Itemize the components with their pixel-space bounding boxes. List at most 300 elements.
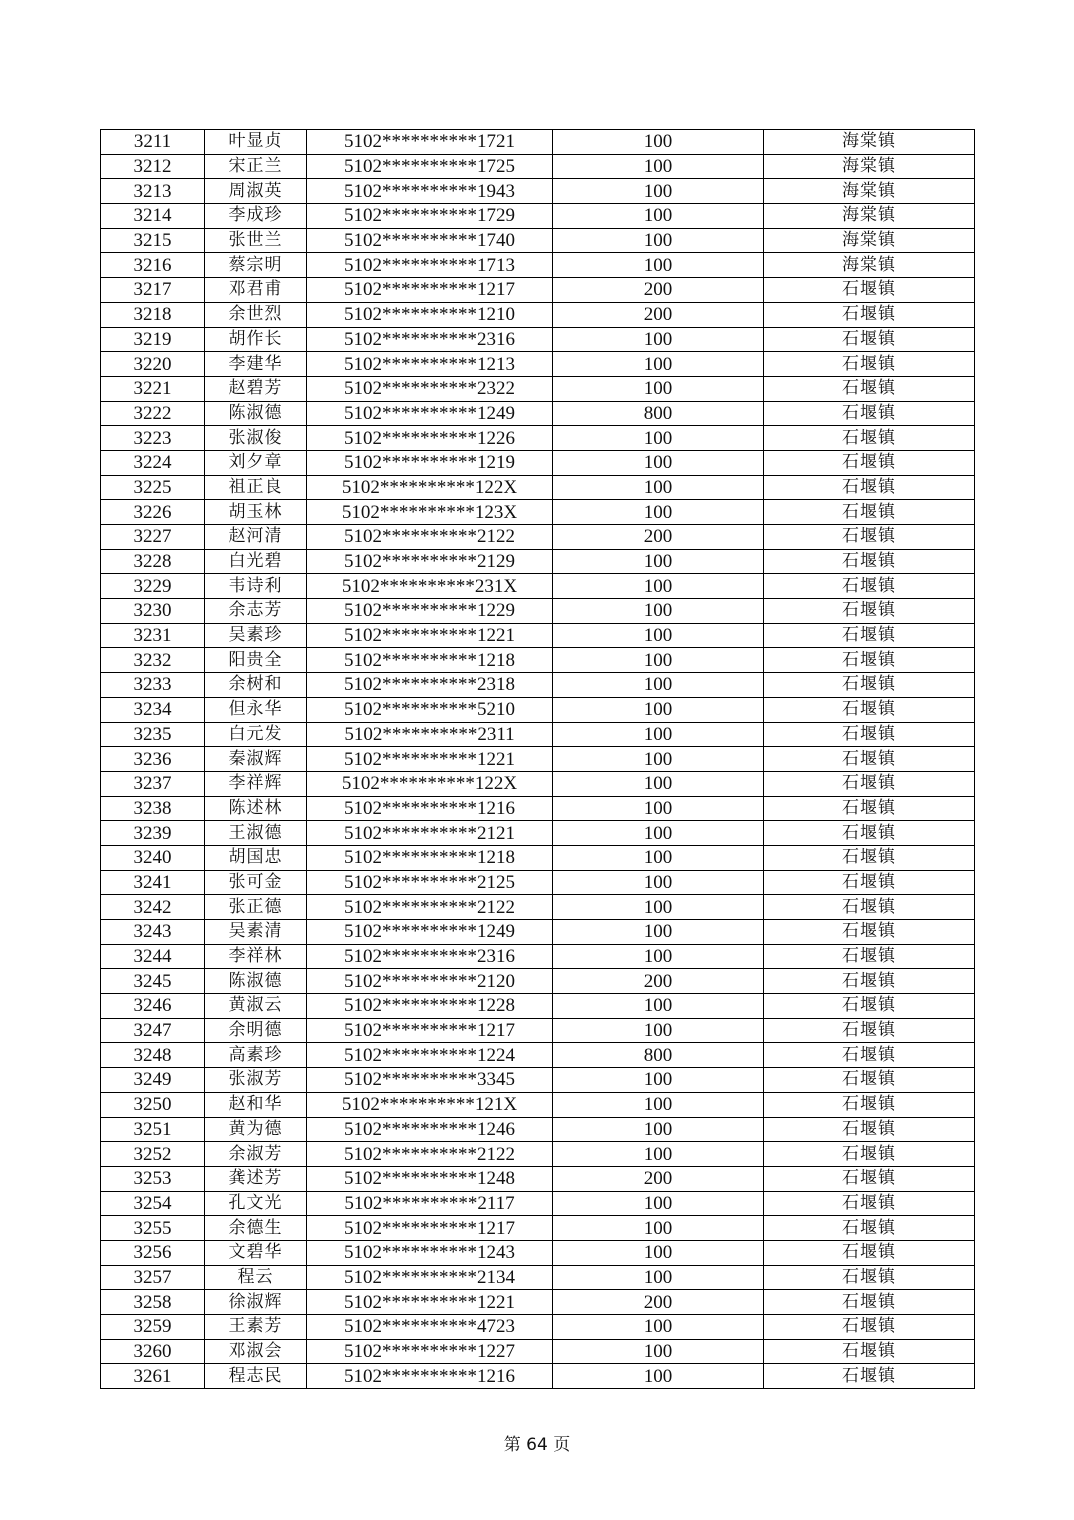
town-cell: 石堰镇 (764, 1166, 975, 1191)
amount-cell: 100 (553, 845, 764, 870)
table-row (101, 302, 975, 327)
town-cell: 石堰镇 (764, 771, 975, 796)
id-number-cell: 5102**********2316 (307, 327, 553, 352)
table-row (101, 1339, 975, 1364)
id-number-cell: 5102**********1213 (307, 352, 553, 377)
table-row (101, 1092, 975, 1117)
id-number-cell: 5102**********2311 (307, 722, 553, 747)
town-cell: 石堰镇 (764, 475, 975, 500)
table-row (101, 1265, 975, 1290)
town-cell: 石堰镇 (764, 1216, 975, 1241)
seq-cell: 3255 (101, 1216, 205, 1241)
seq-cell: 3254 (101, 1191, 205, 1216)
seq-cell: 3243 (101, 920, 205, 945)
seq-cell: 3261 (101, 1364, 205, 1389)
table-row (101, 1216, 975, 1241)
name-cell: 秦淑辉 (205, 747, 307, 772)
amount-cell: 100 (553, 500, 764, 525)
table-row (101, 722, 975, 747)
table-row (101, 549, 975, 574)
table-row (101, 1142, 975, 1167)
town-cell: 石堰镇 (764, 673, 975, 698)
id-number-cell: 5102**********1228 (307, 994, 553, 1019)
amount-cell: 200 (553, 302, 764, 327)
table-row (101, 1290, 975, 1315)
table-row (101, 796, 975, 821)
town-cell: 石堰镇 (764, 426, 975, 451)
name-cell: 文碧华 (205, 1240, 307, 1265)
name-cell: 高素珍 (205, 1043, 307, 1068)
id-number-cell: 5102**********1229 (307, 599, 553, 624)
amount-cell: 100 (553, 1265, 764, 1290)
table-row (101, 673, 975, 698)
amount-cell: 100 (553, 376, 764, 401)
id-number-cell: 5102**********1725 (307, 154, 553, 179)
seq-cell: 3251 (101, 1117, 205, 1142)
town-cell: 石堰镇 (764, 1018, 975, 1043)
amount-cell: 100 (553, 1240, 764, 1265)
name-cell: 宋正兰 (205, 154, 307, 179)
town-cell: 石堰镇 (764, 278, 975, 303)
name-cell: 叶显贞 (205, 130, 307, 155)
amount-cell: 100 (553, 1142, 764, 1167)
town-cell: 石堰镇 (764, 1142, 975, 1167)
table-row (101, 1068, 975, 1093)
amount-cell: 200 (553, 1290, 764, 1315)
seq-cell: 3238 (101, 796, 205, 821)
town-cell: 石堰镇 (764, 895, 975, 920)
town-cell: 石堰镇 (764, 327, 975, 352)
seq-cell: 3232 (101, 648, 205, 673)
table-row (101, 599, 975, 624)
seq-cell: 3234 (101, 697, 205, 722)
town-cell: 石堰镇 (764, 920, 975, 945)
id-number-cell: 5102**********5210 (307, 697, 553, 722)
id-number-cell: 5102**********2125 (307, 870, 553, 895)
seq-cell: 3244 (101, 944, 205, 969)
town-cell: 石堰镇 (764, 1117, 975, 1142)
town-cell: 石堰镇 (764, 1068, 975, 1093)
seq-cell: 3221 (101, 376, 205, 401)
name-cell: 白光碧 (205, 549, 307, 574)
table-row (101, 376, 975, 401)
amount-cell: 200 (553, 1166, 764, 1191)
table-row (101, 525, 975, 550)
town-cell: 石堰镇 (764, 599, 975, 624)
amount-cell: 200 (553, 969, 764, 994)
id-number-cell: 5102**********1243 (307, 1240, 553, 1265)
town-cell: 石堰镇 (764, 525, 975, 550)
name-cell: 王素芳 (205, 1315, 307, 1340)
id-number-cell: 5102**********2316 (307, 944, 553, 969)
seq-cell: 3237 (101, 771, 205, 796)
table-row (101, 845, 975, 870)
name-cell: 韦诗利 (205, 574, 307, 599)
amount-cell: 100 (553, 599, 764, 624)
amount-cell: 100 (553, 1092, 764, 1117)
name-cell: 但永华 (205, 697, 307, 722)
name-cell: 程志民 (205, 1364, 307, 1389)
name-cell: 阳贵全 (205, 648, 307, 673)
town-cell: 石堰镇 (764, 401, 975, 426)
amount-cell: 100 (553, 1339, 764, 1364)
seq-cell: 3231 (101, 623, 205, 648)
id-number-cell: 5102**********121X (307, 1092, 553, 1117)
name-cell: 陈淑德 (205, 969, 307, 994)
table-row (101, 574, 975, 599)
name-cell: 陈淑德 (205, 401, 307, 426)
name-cell: 徐淑辉 (205, 1290, 307, 1315)
town-cell: 石堰镇 (764, 1265, 975, 1290)
table-row (101, 1315, 975, 1340)
seq-cell: 3230 (101, 599, 205, 624)
id-number-cell: 5102**********2318 (307, 673, 553, 698)
name-cell: 余淑芳 (205, 1142, 307, 1167)
id-number-cell: 5102**********1217 (307, 1018, 553, 1043)
name-cell: 余德生 (205, 1216, 307, 1241)
table-row (101, 1166, 975, 1191)
id-number-cell: 5102**********2117 (307, 1191, 553, 1216)
amount-cell: 200 (553, 525, 764, 550)
table-body (101, 130, 975, 1389)
amount-cell: 100 (553, 920, 764, 945)
seq-cell: 3219 (101, 327, 205, 352)
table-row (101, 1043, 975, 1068)
id-number-cell: 5102**********3345 (307, 1068, 553, 1093)
amount-cell: 100 (553, 673, 764, 698)
table-row (101, 870, 975, 895)
amount-cell: 100 (553, 204, 764, 229)
amount-cell: 100 (553, 821, 764, 846)
id-number-cell: 5102**********1249 (307, 401, 553, 426)
id-number-cell: 5102**********2120 (307, 969, 553, 994)
seq-cell: 3220 (101, 352, 205, 377)
amount-cell: 100 (553, 623, 764, 648)
table-row (101, 994, 975, 1019)
town-cell: 石堰镇 (764, 796, 975, 821)
name-cell: 余志芳 (205, 599, 307, 624)
id-number-cell: 5102**********2129 (307, 549, 553, 574)
seq-cell: 3257 (101, 1265, 205, 1290)
id-number-cell: 5102**********1248 (307, 1166, 553, 1191)
name-cell: 余树和 (205, 673, 307, 698)
seq-cell: 3218 (101, 302, 205, 327)
id-number-cell: 5102**********1249 (307, 920, 553, 945)
name-cell: 李祥林 (205, 944, 307, 969)
seq-cell: 3249 (101, 1068, 205, 1093)
town-cell: 海棠镇 (764, 204, 975, 229)
id-number-cell: 5102**********1218 (307, 845, 553, 870)
seq-cell: 3247 (101, 1018, 205, 1043)
seq-cell: 3225 (101, 475, 205, 500)
town-cell: 石堰镇 (764, 352, 975, 377)
amount-cell: 200 (553, 278, 764, 303)
seq-cell: 3211 (101, 130, 205, 155)
table-row (101, 648, 975, 673)
amount-cell: 100 (553, 796, 764, 821)
amount-cell: 100 (553, 747, 764, 772)
name-cell: 张淑俊 (205, 426, 307, 451)
id-number-cell: 5102**********122X (307, 475, 553, 500)
name-cell: 余世烈 (205, 302, 307, 327)
id-number-cell: 5102**********1227 (307, 1339, 553, 1364)
table-row (101, 253, 975, 278)
seq-cell: 3258 (101, 1290, 205, 1315)
name-cell: 白元发 (205, 722, 307, 747)
name-cell: 李祥辉 (205, 771, 307, 796)
seq-cell: 3246 (101, 994, 205, 1019)
id-number-cell: 5102**********1216 (307, 796, 553, 821)
table-row (101, 747, 975, 772)
id-number-cell: 5102**********2122 (307, 1142, 553, 1167)
amount-cell: 100 (553, 697, 764, 722)
town-cell: 石堰镇 (764, 1240, 975, 1265)
table-row (101, 352, 975, 377)
name-cell: 程云 (205, 1265, 307, 1290)
town-cell: 石堰镇 (764, 821, 975, 846)
name-cell: 张淑芳 (205, 1068, 307, 1093)
table-row (101, 475, 975, 500)
seq-cell: 3260 (101, 1339, 205, 1364)
town-cell: 石堰镇 (764, 376, 975, 401)
town-cell: 石堰镇 (764, 1043, 975, 1068)
table-row (101, 1191, 975, 1216)
town-cell: 海棠镇 (764, 130, 975, 155)
name-cell: 胡国忠 (205, 845, 307, 870)
table-row (101, 1018, 975, 1043)
name-cell: 胡玉林 (205, 500, 307, 525)
table-row (101, 821, 975, 846)
amount-cell: 100 (553, 253, 764, 278)
id-number-cell: 5102**********2121 (307, 821, 553, 846)
town-cell: 海棠镇 (764, 179, 975, 204)
amount-cell: 100 (553, 426, 764, 451)
table-row (101, 179, 975, 204)
seq-cell: 3250 (101, 1092, 205, 1117)
id-number-cell: 5102**********2134 (307, 1265, 553, 1290)
amount-cell: 100 (553, 870, 764, 895)
table-row (101, 401, 975, 426)
town-cell: 石堰镇 (764, 302, 975, 327)
amount-cell: 100 (553, 549, 764, 574)
id-number-cell: 5102**********1226 (307, 426, 553, 451)
town-cell: 海棠镇 (764, 253, 975, 278)
amount-cell: 100 (553, 154, 764, 179)
seq-cell: 3235 (101, 722, 205, 747)
seq-cell: 3253 (101, 1166, 205, 1191)
id-number-cell: 5102**********1943 (307, 179, 553, 204)
id-number-cell: 5102**********1224 (307, 1043, 553, 1068)
seq-cell: 3245 (101, 969, 205, 994)
amount-cell: 100 (553, 352, 764, 377)
amount-cell: 100 (553, 475, 764, 500)
seq-cell: 3215 (101, 228, 205, 253)
name-cell: 吴素珍 (205, 623, 307, 648)
town-cell: 石堰镇 (764, 1290, 975, 1315)
id-number-cell: 5102**********1721 (307, 130, 553, 155)
id-number-cell: 5102**********1246 (307, 1117, 553, 1142)
table-row (101, 771, 975, 796)
seq-cell: 3213 (101, 179, 205, 204)
town-cell: 石堰镇 (764, 1191, 975, 1216)
seq-cell: 3223 (101, 426, 205, 451)
town-cell: 石堰镇 (764, 697, 975, 722)
seq-cell: 3227 (101, 525, 205, 550)
amount-cell: 100 (553, 228, 764, 253)
amount-cell: 100 (553, 895, 764, 920)
name-cell: 李成珍 (205, 204, 307, 229)
amount-cell: 100 (553, 1018, 764, 1043)
seq-cell: 3252 (101, 1142, 205, 1167)
id-number-cell: 5102**********1221 (307, 747, 553, 772)
town-cell: 石堰镇 (764, 450, 975, 475)
seq-cell: 3233 (101, 673, 205, 698)
name-cell: 刘夕章 (205, 450, 307, 475)
id-number-cell: 5102**********4723 (307, 1315, 553, 1340)
seq-cell: 3216 (101, 253, 205, 278)
name-cell: 祖正良 (205, 475, 307, 500)
town-cell: 石堰镇 (764, 1092, 975, 1117)
town-cell: 石堰镇 (764, 870, 975, 895)
amount-cell: 800 (553, 1043, 764, 1068)
seq-cell: 3228 (101, 549, 205, 574)
name-cell: 周淑英 (205, 179, 307, 204)
seq-cell: 3236 (101, 747, 205, 772)
table-row (101, 1117, 975, 1142)
id-number-cell: 5102**********2322 (307, 376, 553, 401)
amount-cell: 100 (553, 1364, 764, 1389)
name-cell: 赵碧芳 (205, 376, 307, 401)
table-row (101, 278, 975, 303)
table-row (101, 228, 975, 253)
town-cell: 石堰镇 (764, 500, 975, 525)
amount-cell: 100 (553, 1216, 764, 1241)
town-cell: 石堰镇 (764, 574, 975, 599)
amount-cell: 100 (553, 327, 764, 352)
seq-cell: 3240 (101, 845, 205, 870)
name-cell: 黄为德 (205, 1117, 307, 1142)
table-row (101, 154, 975, 179)
town-cell: 石堰镇 (764, 994, 975, 1019)
name-cell: 邓淑会 (205, 1339, 307, 1364)
id-number-cell: 5102**********1216 (307, 1364, 553, 1389)
seq-cell: 3248 (101, 1043, 205, 1068)
amount-cell: 100 (553, 450, 764, 475)
data-table (100, 129, 975, 1389)
amount-cell: 100 (553, 771, 764, 796)
name-cell: 王淑德 (205, 821, 307, 846)
town-cell: 海棠镇 (764, 228, 975, 253)
id-number-cell: 5102**********2122 (307, 525, 553, 550)
table-row (101, 920, 975, 945)
id-number-cell: 5102**********123X (307, 500, 553, 525)
seq-cell: 3256 (101, 1240, 205, 1265)
id-number-cell: 5102**********231X (307, 574, 553, 599)
id-number-cell: 5102**********2122 (307, 895, 553, 920)
id-number-cell: 5102**********1740 (307, 228, 553, 253)
name-cell: 吴素清 (205, 920, 307, 945)
table-row (101, 426, 975, 451)
amount-cell: 100 (553, 130, 764, 155)
amount-cell: 100 (553, 1068, 764, 1093)
id-number-cell: 5102**********1713 (307, 253, 553, 278)
table-row (101, 697, 975, 722)
name-cell: 张世兰 (205, 228, 307, 253)
town-cell: 石堰镇 (764, 944, 975, 969)
seq-cell: 3222 (101, 401, 205, 426)
seq-cell: 3226 (101, 500, 205, 525)
amount-cell: 100 (553, 994, 764, 1019)
id-number-cell: 5102**********1221 (307, 1290, 553, 1315)
name-cell: 陈述林 (205, 796, 307, 821)
page-number: 第 64 页 (503, 1435, 571, 1455)
seq-cell: 3239 (101, 821, 205, 846)
town-cell: 石堰镇 (764, 747, 975, 772)
name-cell: 李建华 (205, 352, 307, 377)
amount-cell: 100 (553, 1191, 764, 1216)
name-cell: 邓君甫 (205, 278, 307, 303)
amount-cell: 100 (553, 1117, 764, 1142)
id-number-cell: 5102**********1219 (307, 450, 553, 475)
id-number-cell: 5102**********1217 (307, 278, 553, 303)
id-number-cell: 5102**********1218 (307, 648, 553, 673)
table-row (101, 130, 975, 155)
seq-cell: 3212 (101, 154, 205, 179)
name-cell: 赵和华 (205, 1092, 307, 1117)
table-row (101, 327, 975, 352)
name-cell: 龚述芳 (205, 1166, 307, 1191)
town-cell: 石堰镇 (764, 1364, 975, 1389)
town-cell: 石堰镇 (764, 969, 975, 994)
town-cell: 石堰镇 (764, 648, 975, 673)
name-cell: 赵河清 (205, 525, 307, 550)
name-cell: 蔡宗明 (205, 253, 307, 278)
seq-cell: 3242 (101, 895, 205, 920)
table-row (101, 1240, 975, 1265)
town-cell: 石堰镇 (764, 1315, 975, 1340)
table-row (101, 895, 975, 920)
id-number-cell: 5102**********1221 (307, 623, 553, 648)
town-cell: 石堰镇 (764, 623, 975, 648)
seq-cell: 3217 (101, 278, 205, 303)
id-number-cell: 5102**********1729 (307, 204, 553, 229)
name-cell: 余明德 (205, 1018, 307, 1043)
seq-cell: 3229 (101, 574, 205, 599)
name-cell: 胡作长 (205, 327, 307, 352)
name-cell: 孔文光 (205, 1191, 307, 1216)
town-cell: 石堰镇 (764, 845, 975, 870)
table-row (101, 944, 975, 969)
amount-cell: 100 (553, 722, 764, 747)
seq-cell: 3241 (101, 870, 205, 895)
name-cell: 黄淑云 (205, 994, 307, 1019)
table-row (101, 500, 975, 525)
id-number-cell: 5102**********1210 (307, 302, 553, 327)
amount-cell: 100 (553, 574, 764, 599)
id-number-cell: 5102**********122X (307, 771, 553, 796)
town-cell: 石堰镇 (764, 1339, 975, 1364)
table-row (101, 450, 975, 475)
amount-cell: 100 (553, 648, 764, 673)
town-cell: 石堰镇 (764, 722, 975, 747)
seq-cell: 3224 (101, 450, 205, 475)
table-row (101, 1364, 975, 1389)
table-row (101, 969, 975, 994)
name-cell: 张可金 (205, 870, 307, 895)
amount-cell: 800 (553, 401, 764, 426)
seq-cell: 3214 (101, 204, 205, 229)
table-row (101, 623, 975, 648)
